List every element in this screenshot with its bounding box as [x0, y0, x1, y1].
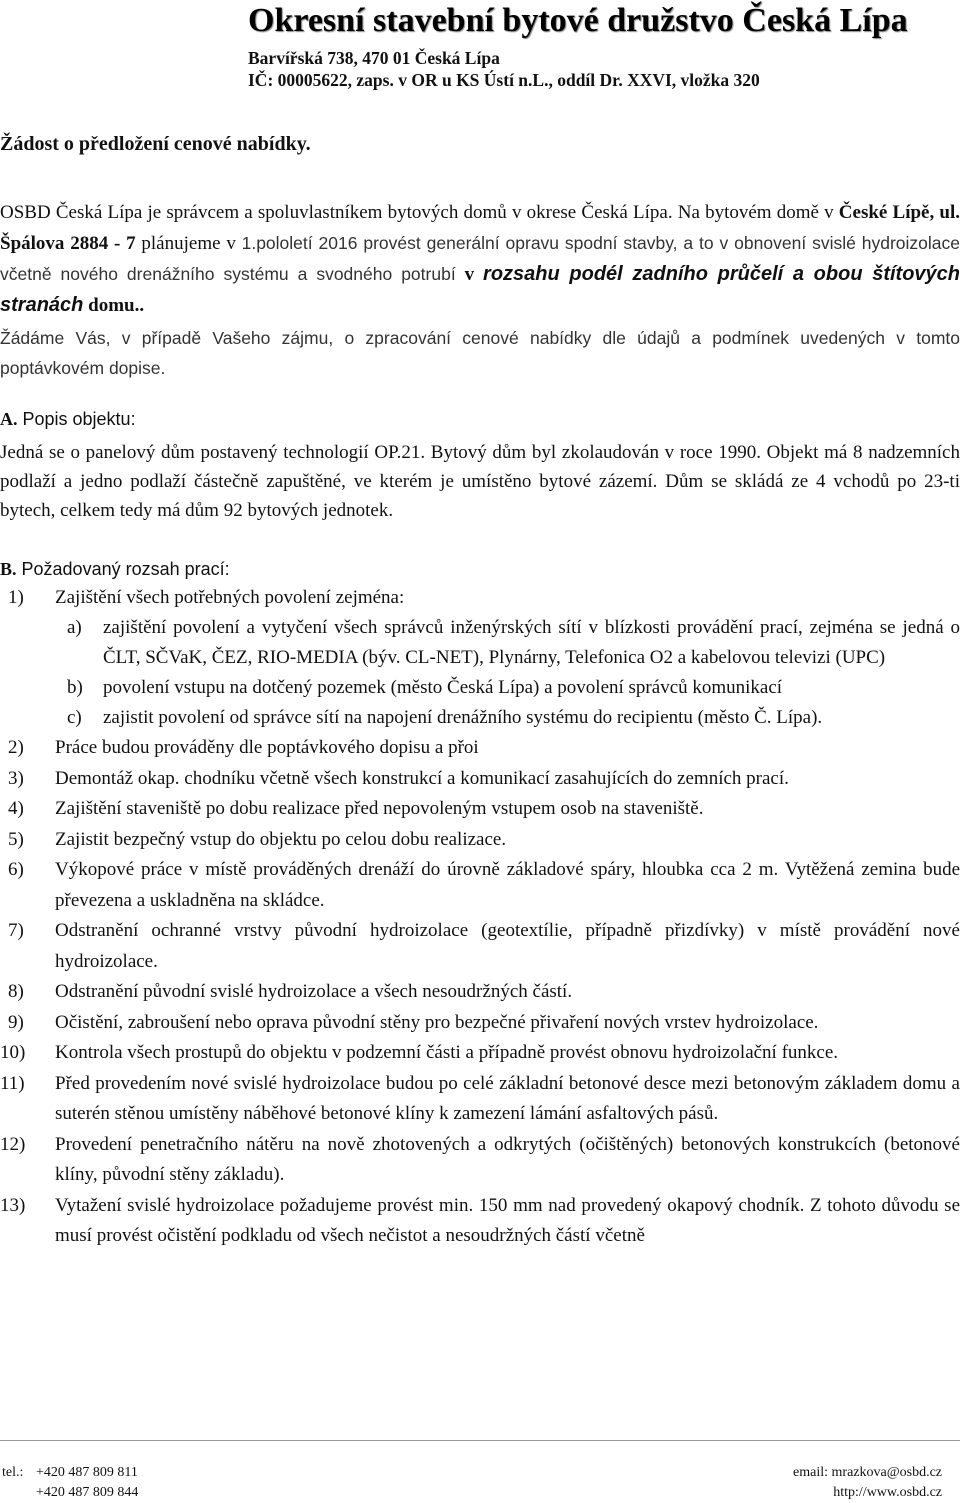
item-number: 8) [8, 981, 24, 1002]
item-text: Provedení penetračního nátěru na nově zhotovených a odkrytých (očištěných) betonových konstrukcích (betonové klíny, původní stěny základu). [55, 1133, 960, 1185]
item-number: 2) [8, 737, 24, 758]
work-item [0, 1069, 960, 1130]
item-number: 10) [0, 1042, 26, 1063]
page-footer [0, 1440, 960, 1503]
item-number: 13) [0, 1194, 26, 1216]
footer-contacts [793, 1463, 942, 1503]
section-a-text: Jedná se o panelový dům postavený technologií OP.21. Bytový dům byl zkolaudován v roce 1990. Objekt má 8 nadzemních podlaží a jedno podlaží částečně zapuštěné, ve kterém je umístěno bytové zázemí. Dům se skládá ze 4 vchodů po 23-ti bytech, celkem tedy má dům 92 bytových jednotek. [0, 442, 960, 521]
item-number: 11) [0, 1072, 25, 1094]
item-number: 12) [0, 1133, 26, 1155]
document-title: Žádost o předložení cenové nabídky. [0, 133, 311, 155]
sub-item-text: zajistit povolení od správce sítí na napojení drenážního systému do recipientu (město Č. Lípa). [103, 707, 823, 728]
item-text: Odstranění ochranné vrstvy původní hydroizolace (geotextílie, případně přizdívky) v místě provádění nové hydroizolace. [55, 920, 960, 972]
item-text: Před provedením nové svislé hydroizolace budou po celé základní betonové desce mezi betonovým základem domu a suterén stěnou umístěny náběhové betonové klíny k zamezení lámání asfaltových pásů. [55, 1072, 960, 1124]
sub-item-text: zajištění povolení a vytyčení všech správců inženýrských sítí v blízkosti provádění prací, zejména se jedná o ČLT, SČVaK, ČEZ, RIO-MEDIA (býv. CL-NET), Plynárny, Telefonica O2 a kabelovou televizi (UPC) [103, 617, 960, 668]
section-b-letter: B. [0, 559, 17, 579]
sub-item-text: povolení vstupu na dotčený pozemek (město Česká Lípa) a povolení správců komunikací [103, 677, 783, 698]
intro-end: domu.. [83, 295, 145, 316]
item-text: Očistění, zabroušení nebo oprava původní stěny pro bezpečné přivaření nových vrstev hydroizolace. [55, 1011, 819, 1033]
item-text: Výkopové práce v místě prováděných drenáží do úrovně základové spáry, hloubka cca 2 m. Vytěžená zemina bude převezena a uskladněna na skládce. [55, 859, 960, 911]
work-item [0, 825, 960, 856]
intro-v: v [464, 264, 475, 285]
item-text: Odstranění původní svislé hydroizolace a všech nesoudržných částí. [55, 981, 573, 1002]
footer-web[interactable]: http://www.osbd.cz [833, 1485, 942, 1500]
letter-body [0, 130, 960, 1252]
section-a-title: Popis objektu: [17, 409, 136, 429]
item-text: Zajistit bezpečný vstup do objektu po celou dobu realizace. [55, 828, 507, 850]
work-item [0, 855, 960, 916]
intro-location: České Lípě, ul. Špálova 2884 - 7 [0, 202, 960, 254]
work-item [0, 733, 960, 764]
item-text: Vytažení svislé hydroizolace požadujeme provést min. 150 mm nad provedený okapový chodník. Z tohoto důvodu se musí provést očistění podkladu od všech nečistot a nesoudržných částí včetně [55, 1194, 960, 1246]
organization-registration: IČ: 00005622, zaps. v OR u KS Ústí n.L., oddíl Dr. XXVI, vložka 320 [248, 70, 760, 90]
permits-sublist [0, 613, 960, 733]
sub-item [0, 613, 960, 673]
work-item [0, 764, 960, 795]
sub-item [0, 703, 960, 733]
section-b-title: Požadovaný rozsah prací: [16, 559, 230, 579]
intro-text-1: OSBD Česká Lípa je správcem a spoluvlastníkem bytových domů v okrese Česká Lípa. Na bytovém domě v [0, 202, 839, 223]
item-text: Zajištění staveniště po dobu realizace před nepovoleným vstupem osob na staveniště. [55, 798, 704, 819]
item-number: 5) [8, 828, 24, 850]
request-paragraph: Žádáme Vás, v případě Vašeho zájmu, o zpracování cenové nabídky dle údajů a podmínek uvedených v tomto poptávkovém dopise. [0, 328, 960, 378]
work-item [0, 977, 960, 1008]
footer-phone-1: +420 487 809 811 [36, 1465, 138, 1480]
work-item [0, 794, 960, 825]
work-item [0, 583, 960, 613]
work-item [0, 1008, 960, 1039]
footer-phones [2, 1463, 138, 1503]
sub-item-letter: b) [67, 677, 83, 698]
item-number: 6) [8, 859, 24, 880]
footer-tel-label: tel.: [2, 1465, 24, 1480]
section-b-heading [0, 555, 960, 583]
intro-text-3: 1.pololetí 2016 provést generální opravu spodní stavby, a to v obnovení svislé hydroizolace včetně nového drenážního systému a svodného potrubí [0, 233, 960, 284]
footer-email[interactable]: email: mrazkova@osbd.cz [793, 1465, 942, 1480]
item-text: Demontáž okap. chodníku včetně všech konstrukcí a komunikací zasahujících do zemních prací. [55, 767, 789, 789]
item-text: Práce budou prováděny dle poptávkového dopisu a přoi [55, 737, 479, 758]
sub-item-letter: a) [67, 617, 82, 638]
intro-scope: rozsahu podél zadního průčelí a obou štítových stranách [0, 263, 960, 316]
item-number: 3) [8, 767, 24, 789]
work-items-list-continued [0, 733, 960, 1252]
sub-item [0, 673, 960, 703]
item-text: Zajištění všech potřebných povolení zejména: [55, 587, 405, 608]
intro-paragraph [0, 198, 960, 321]
organization-address: Barvířská 738, 470 01 Česká Lípa [248, 48, 500, 68]
sub-item-letter: c) [67, 707, 82, 728]
work-item [0, 916, 960, 977]
intro-text-2: plánujeme v [135, 233, 242, 254]
work-item [0, 1130, 960, 1191]
item-number: 4) [8, 798, 24, 819]
section-a-letter: A. [0, 409, 18, 429]
section-a-heading [0, 405, 960, 433]
item-number: 1) [8, 587, 24, 608]
item-number: 9) [8, 1011, 24, 1033]
organization-name: Okresní stavební bytové družstvo Česká Lípa [248, 2, 908, 39]
work-item [0, 1191, 960, 1252]
item-text: Kontrola všech prostupů do objektu v podzemní části a případně provést obnovu hydroizolační funkce. [55, 1042, 839, 1063]
item-number: 7) [8, 920, 24, 941]
work-items-list [0, 583, 960, 613]
footer-phone-2: +420 487 809 844 [36, 1485, 139, 1500]
work-item [0, 1038, 960, 1069]
